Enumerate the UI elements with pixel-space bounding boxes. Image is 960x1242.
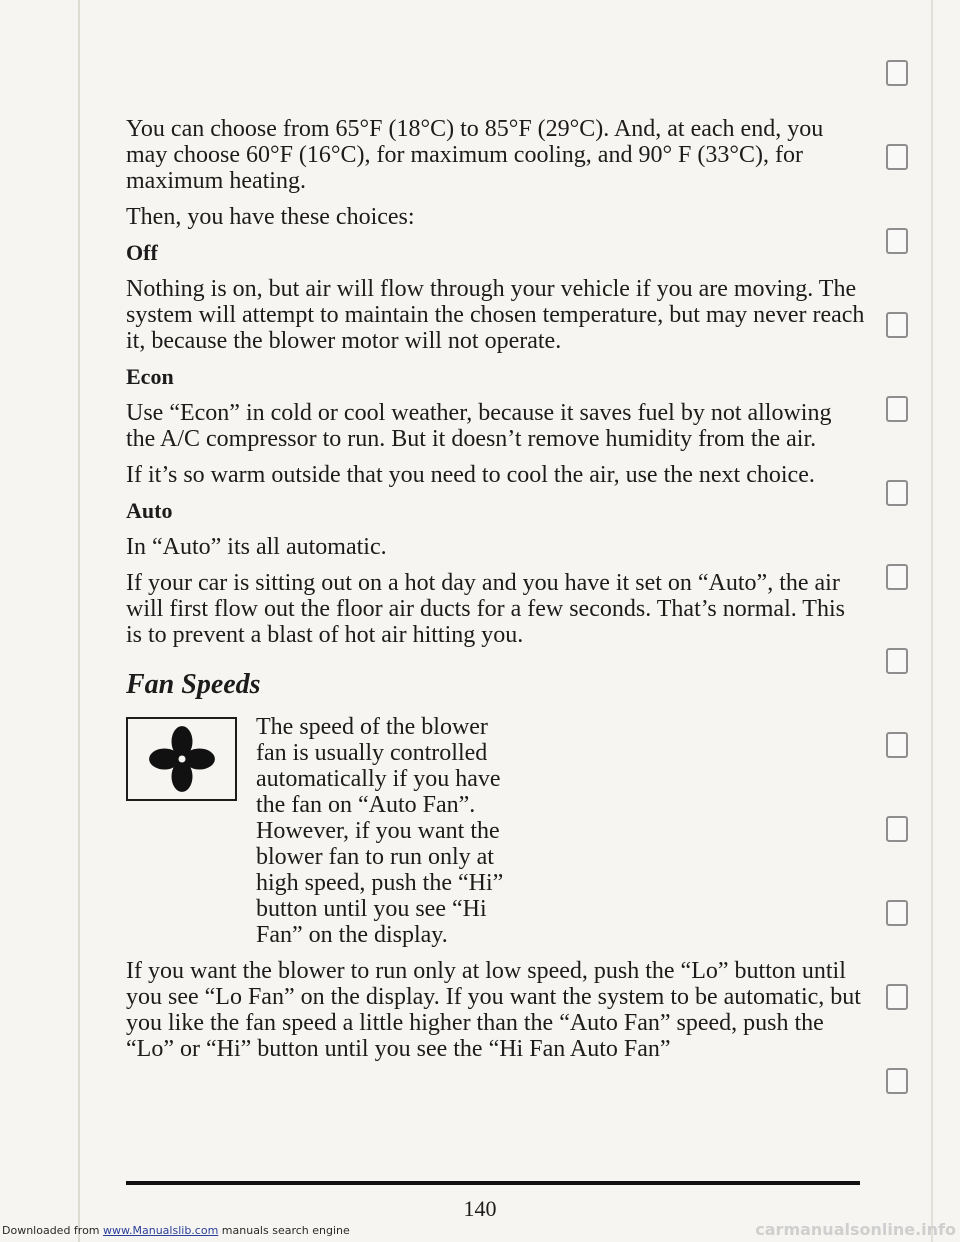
paragraph: If you want the blower to run only at low speed, push the “Lo” button until you see “Lo Fan” on the display. If you want the system to be automatic, but you like the fan speed a little higher than the “Auto Fan” speed, push the “Lo” or “Hi” button until you see the “Hi Fan Auto Fan” bbox=[126, 958, 861, 1062]
section-tab[interactable] bbox=[886, 312, 908, 338]
section-tab[interactable] bbox=[886, 1068, 908, 1094]
section-tabs bbox=[886, 60, 910, 1152]
section-title-fan-speeds: Fan Speeds bbox=[126, 669, 261, 700]
manualslib-link[interactable]: www.Manualslib.com bbox=[103, 1224, 219, 1237]
section-tab[interactable] bbox=[886, 480, 908, 506]
subheading-off: Off bbox=[126, 240, 158, 265]
paragraph: If it’s so warm outside that you need to cool the air, use the next choice. bbox=[126, 462, 815, 488]
fan-icon bbox=[147, 724, 217, 794]
section-tab[interactable] bbox=[886, 984, 908, 1010]
download-credit bbox=[2, 1224, 350, 1237]
section-tab[interactable] bbox=[886, 144, 908, 170]
footer-divider bbox=[126, 1181, 860, 1185]
section-tab[interactable] bbox=[886, 228, 908, 254]
section-tab[interactable] bbox=[886, 816, 908, 842]
section-tab[interactable] bbox=[886, 564, 908, 590]
credit-prefix: Downloaded from bbox=[2, 1224, 100, 1237]
page-edge-line bbox=[931, 0, 933, 1242]
subheading-econ: Econ bbox=[126, 364, 174, 389]
page-number: 140 bbox=[463, 1196, 497, 1221]
section-tab[interactable] bbox=[886, 396, 908, 422]
section-tab[interactable] bbox=[886, 900, 908, 926]
paragraph: Nothing is on, but air will flow through your vehicle if you are moving. The system will attempt to maintain the chosen temperature, but may never reach it, because the blower motor will not operate. bbox=[126, 276, 865, 354]
fan-speeds-block bbox=[126, 714, 866, 958]
page-edge-line bbox=[78, 0, 80, 1242]
paragraph: The speed of the blower fan is usually controlled automatically if you have the fan on “Auto Fan”. However, if you want the blower fan to run only at high speed, push the “Hi” button until you see “Hi Fan” on the display. bbox=[256, 714, 504, 948]
paragraph: In “Auto” its all automatic. bbox=[126, 534, 387, 560]
paragraph: Then, you have these choices: bbox=[126, 204, 415, 230]
fan-icon-frame bbox=[126, 717, 237, 801]
section-tab[interactable] bbox=[886, 60, 908, 86]
page-content bbox=[126, 116, 866, 1072]
section-tab[interactable] bbox=[886, 732, 908, 758]
paragraph: Use “Econ” in cold or cool weather, because it saves fuel by not allowing the A/C compressor to run. But it doesn’t remove humidity from the air. bbox=[126, 400, 832, 452]
paragraph: You can choose from 65°F (18°C) to 85°F (29°C). And, at each end, you may choose 60°F (16°C), for maximum cooling, and 90° F (33°C), for maximum heating. bbox=[126, 116, 824, 194]
credit-suffix: manuals search engine bbox=[221, 1224, 350, 1237]
paragraph: If your car is sitting out on a hot day and you have it set on “Auto”, the air will first flow out the floor air ducts for a few seconds. That’s normal. This is to prevent a blast of hot air hitting you. bbox=[126, 570, 845, 648]
subheading-auto: Auto bbox=[126, 498, 173, 523]
watermark: carmanualsonline.info bbox=[755, 1220, 956, 1239]
section-tab[interactable] bbox=[886, 648, 908, 674]
